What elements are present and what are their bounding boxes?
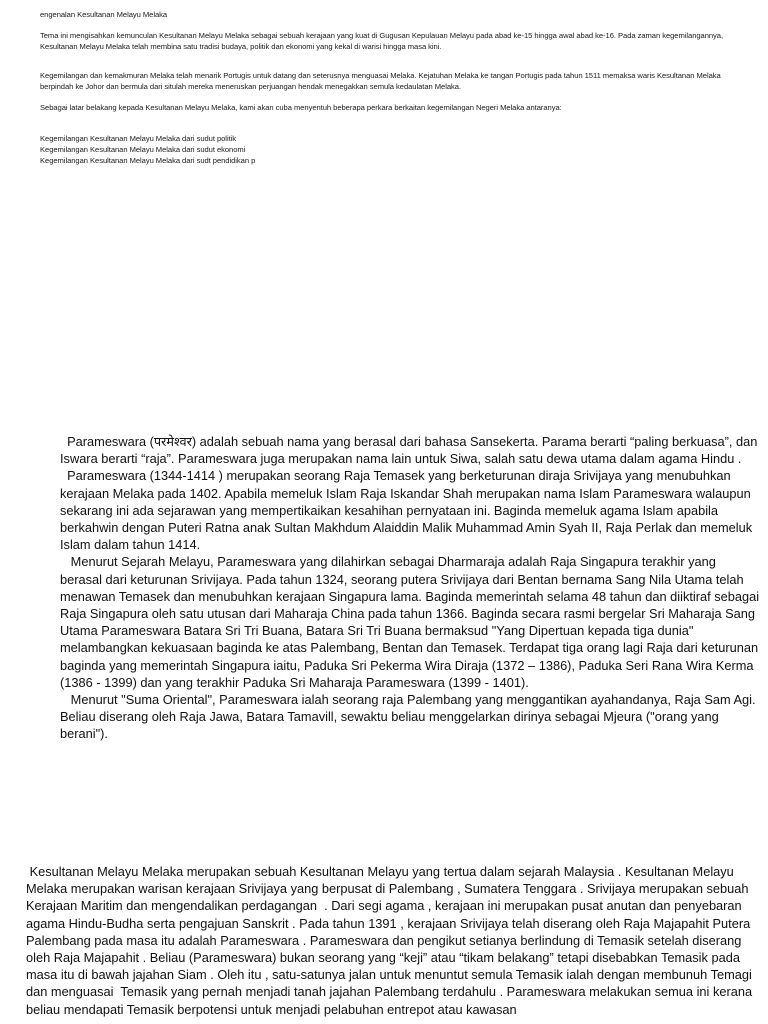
bottom-section <box>26 863 760 1018</box>
section-heading: engenalan Kesultanan Melayu Melaka <box>40 10 168 19</box>
intro-paragraph: Tema ini mengisahkan kemunculan Kesultanan Melayu Melaka sebagai sebuah kerajaan yang kuat di Gugusan Kepulauan Melayu pada abad ke-15 hingga awal abad ke-16. Pada zaman kegemilangannya, Kesultanan Melayu Melaka telah membina satu tradisi budaya, politik dan ekonomi yang kekal di warisi hingga masa kini. <box>40 31 724 51</box>
article-paragraph: Parameswara (1344-1414 ) merupakan seorang Raja Temasek yang berketurunan diraja Srivijaya yang menubuhkan kerajaan Melaka pada 1402. Apabila memeluk Islam Raja Iskandar Shah merupakan nama Islam Parameswara walaupun sekarang ini ada sejarawan yang mempertikaikan kesahihan pernyataan ini. Baginda memeluk agama Islam apabila berkahwin dengan Puteri Ratna anak Sultan Makhdum Alaiddin Malik Muhammad Amin Syah II, Raja Perlak dan memeluk Islam dalam tahun 1414. <box>60 468 756 553</box>
middle-section <box>60 433 763 743</box>
top-section <box>40 9 730 166</box>
topic-item: Kegemilangan Kesultanan Melayu Melaka dari sudt pendidikan p <box>40 156 256 165</box>
lead-in-paragraph: Sebagai latar belakang kepada Kesultanan Melayu Melaka, kami akan cuba menyentuh beberapa perkara berkaitan kegemilangan Negeri Melaka antaranya: <box>40 103 562 112</box>
article-paragraph: Kesultanan Melayu Melaka merupakan sebuah Kesultanan Melayu yang tertua dalam sejarah Malaysia . Kesultanan Melayu Melaka merupakan warisan kerajaan Srivijaya yang berpusat di Palembang , Sumatera Tenggara . Srivijaya merupakan sebuah Kerajaan Maritim dan mengendalikan perdagangan . Dari segi agama , kerajaan ini merupakan pusat anutan dan penyebaran agama Hindu-Budha serta pengajuan Sanskrit . Pada tahun 1391 , kerajaan Srivijaya telah diserang oleh Raja Majapahit Putera Palembang pada masa itu adalah Parameswara . Parameswara dan pengikut setianya berlindung di Temasik setelah diserang oleh Raja Majapahit . Beliau (Parameswara) bukan seorang yang “keji” atau “tikam belakang” tetapi disebabkan Temasik pada masa itu di bawah jajahan Siam . Oleh itu , satu-satunya jalan untuk menuntut semula Temasik ialah dengan membunuh Temagi dan menguasai Temasik yang pernah menjadi tanah jajahan Palembang terdahulu . Parameswara melakukan semua ini kerana beliau mendapati Temasik berpotensi untuk menjadi pelabuhan entrepot atau kawasan <box>26 864 756 1017</box>
topic-item: Kegemilangan Kesultanan Melayu Melaka dari sudut ekonomi <box>40 145 246 154</box>
decline-paragraph: Kegemilangan dan kemakmuran Melaka telah menarik Portugis untuk datang dan seterusnya menguasai Melaka. Kejatuhan Melaka ke tangan Portugis pada tahun 1511 memaksa waris Kesultanan Melaka berpindah ke Johor dan bermula dari situlah mereka meneruskan perjuangan hendak menegakkan semula kedaulatan Melaka. <box>40 71 721 91</box>
article-paragraph: Parameswara (परमेश्वर) adalah sebuah nama yang berasal dari bahasa Sansekerta. Parama berarti “paling berkuasa”, dan Iswara berarti “raja”. Parameswara juga merupakan nama lain untuk Siwa, salah satu dewa utama dalam agama Hindu . <box>60 434 761 467</box>
article-paragraph: Menurut Sejarah Melayu, Parameswara yang dilahirkan sebagai Dharmaraja adalah Raja Singapura terakhir yang berasal dari keturunan Srivijaya. Pada tahun 1324, seorang putera Srivijaya dari Bentan bernama Sang Nila Utama telah menawan Temasek dan menubuhkan kerajaan Singapura lama. Baginda memerintah selama 48 tahun dan diiktiraf sebagai Raja Singapura oleh satu utusan dari Maharaja China pada tahun 1366. Baginda secara rasmi bergelar Sri Maharaja Sang Utama Parameswara Batara Sri Tri Buana, Batara Sri Tri Buana bermaksud "Yang Dipertuan kepada tiga dunia" melambangkan kekuasaan baginda ke atas Palembang, Bentan dan Temasek. Terdapat tiga orang lagi Raja dari keturunan baginda yang memerintah Singapura iaitu, Paduka Sri Pekerma Wira Diraja (1372 – 1386), Paduka Seri Rana Wira Kerma (1386 - 1399) dan yang terakhir Paduka Sri Maharaja Parameswara (1399 - 1401). <box>60 554 763 690</box>
topic-item: Kegemilangan Kesultanan Melayu Melaka dari sudut politik <box>40 134 237 143</box>
article-paragraph: Menurut "Suma Oriental", Parameswara ialah seorang raja Palembang yang menggantikan ayahandanya, Raja Sam Agi. Beliau diserang oleh Raja Jawa, Batara Tamavill, sewaktu beliau menggelarkan dirinya sebagai Mjeura ("orang yang berani"). <box>60 692 760 742</box>
topic-list <box>40 133 730 166</box>
